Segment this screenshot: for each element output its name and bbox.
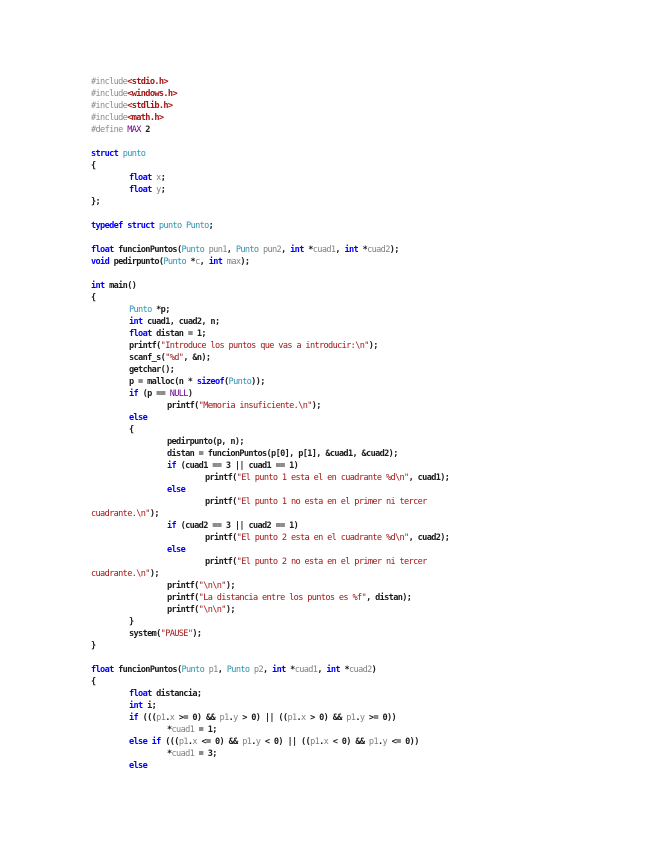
code-line <box>91 508 631 520</box>
code-token: p1 <box>219 713 229 723</box>
code-token: p1 <box>156 713 166 723</box>
code-line <box>91 184 631 196</box>
code-token: sizeof <box>196 377 225 387</box>
code-token: p1 <box>368 737 378 747</box>
code-token: pun1 <box>208 245 227 255</box>
code-line <box>91 400 631 412</box>
code-token: , <box>199 257 209 267</box>
code-line <box>91 160 631 172</box>
code-token: p1 <box>346 713 356 723</box>
code-line <box>91 232 631 244</box>
code-token: printf( <box>205 557 237 567</box>
code-token: . <box>377 737 383 747</box>
code-token: Punto <box>163 257 187 267</box>
code-token: float <box>129 329 152 339</box>
code-token: p1 <box>287 713 297 723</box>
code-token: p2 <box>253 665 263 675</box>
code-token: ; <box>160 173 166 183</box>
code-token: if <box>129 713 139 723</box>
code-token: 2 <box>140 125 150 135</box>
code-token: >= 0)) <box>364 713 397 723</box>
code-token: main() <box>104 281 137 291</box>
code-token: cuad1 <box>294 665 318 675</box>
code-line <box>91 280 631 292</box>
code-token: system( <box>129 629 161 639</box>
code-token: printf( <box>205 473 237 483</box>
code-token: funcionPuntos( <box>113 245 182 255</box>
code-line <box>91 196 631 208</box>
code-line <box>91 352 631 364</box>
code-token: > 0) || (( <box>237 713 288 723</box>
code-token: getchar(); <box>129 365 175 375</box>
code-token: y <box>255 737 261 747</box>
code-token: "%d" <box>165 353 184 363</box>
code-token: } <box>129 617 134 627</box>
code-token: * <box>358 245 368 255</box>
code-token: printf( <box>167 593 199 603</box>
code-token: p1 <box>242 737 252 747</box>
code-token: "PAUSE" <box>160 629 193 639</box>
code-token: if <box>167 521 177 531</box>
code-token: "Introduce los puntos que vas a introducir:\n" <box>160 341 369 351</box>
code-token: ); <box>149 569 159 579</box>
code-line <box>91 376 631 388</box>
code-token: "El punto 2 no esta en el primer ni tercer <box>236 557 427 567</box>
code-token: struct <box>91 149 119 159</box>
code-token: . <box>296 713 302 723</box>
code-line <box>91 544 631 556</box>
code-token: >= 0) && <box>174 713 220 723</box>
code-token: Punto <box>226 665 250 675</box>
code-token: cuad1 <box>171 725 195 735</box>
code-line <box>91 592 631 604</box>
code-line <box>91 700 631 712</box>
code-line <box>91 760 631 772</box>
code-token: "La distancia entre los puntos es %f" <box>198 593 367 603</box>
code-line <box>91 580 631 592</box>
code-token: ); <box>225 605 235 615</box>
code-token: *p; <box>151 305 170 315</box>
code-line <box>91 220 631 232</box>
code-token: , <box>317 665 327 675</box>
code-token: = 1; <box>194 725 217 735</box>
code-token: "El punto 2 esta en el cuadrante %d\n" <box>236 533 409 543</box>
code-token: < 0) || (( <box>260 737 311 747</box>
code-token: <math.h> <box>127 113 164 123</box>
code-token: . <box>355 713 360 723</box>
code-token: , &n); <box>183 353 211 363</box>
code-token: distan = 1; <box>151 329 206 339</box>
code-token: Punto <box>181 665 205 675</box>
code-token: cuad1, cuad2, n; <box>142 317 220 327</box>
code-token: . <box>228 713 234 723</box>
code-token: i; <box>142 701 157 711</box>
code-token: p1 <box>178 737 188 747</box>
code-line <box>91 688 631 700</box>
code-token: #define <box>91 125 128 135</box>
code-token: > 0) && <box>305 713 347 723</box>
code-token: ); <box>311 401 321 411</box>
code-token: Punto <box>129 305 152 315</box>
code-token: x <box>169 713 175 723</box>
code-token: y <box>233 713 238 723</box>
code-token: { <box>91 161 96 171</box>
code-token: #include <box>91 101 128 111</box>
code-token: int <box>272 665 286 675</box>
code-line <box>91 112 631 124</box>
code-token: else <box>129 413 148 423</box>
code-line <box>91 556 631 568</box>
code-token: int <box>129 701 143 711</box>
code-token: , <box>226 245 236 255</box>
code-token: int <box>91 281 105 291</box>
code-token: x <box>323 737 329 747</box>
code-token: ; <box>208 221 214 231</box>
code-line <box>91 664 631 676</box>
code-token: , <box>217 665 227 675</box>
code-token: cuad1 <box>312 245 336 255</box>
code-token: <= 0) && <box>196 737 243 747</box>
code-token: distan = funcionPuntos(p[0], p[1], &cuad1, &cuad2); <box>167 449 398 459</box>
code-line <box>91 124 631 136</box>
code-token: int <box>290 245 304 255</box>
code-token: }; <box>91 197 101 207</box>
code-line <box>91 532 631 544</box>
code-token: < 0) && <box>328 737 369 747</box>
code-token: if <box>167 461 177 471</box>
code-token: "El punto 1 no esta en el primer ni tercer <box>236 497 427 507</box>
code-token: ); <box>240 257 250 267</box>
code-token: "Memoria insuficiente.\n" <box>198 401 312 411</box>
code-line <box>91 292 631 304</box>
code-token: cuadrante.\n" <box>91 509 150 519</box>
code-token: (cuad1 == 3 || cuad1 == 1) <box>176 461 299 471</box>
code-token: ((( <box>138 713 157 723</box>
code-token: . <box>165 713 170 723</box>
code-token: , cuad1); <box>408 473 450 483</box>
code-token: typedef <box>91 221 123 231</box>
code-line <box>91 472 631 484</box>
code-line <box>91 748 631 760</box>
code-token: distancia; <box>151 689 202 699</box>
code-line <box>91 712 631 724</box>
code-token: else <box>129 737 148 747</box>
code-token: pedirpunto(p, n); <box>167 437 244 447</box>
code-token: Punto <box>228 377 252 387</box>
code-token: ); <box>368 341 378 351</box>
code-line <box>91 616 631 628</box>
code-line <box>91 652 631 664</box>
code-line <box>91 88 631 100</box>
code-token: * <box>339 665 350 675</box>
code-line <box>91 256 631 268</box>
code-token: . <box>187 737 193 747</box>
code-token: Punto <box>186 221 209 231</box>
code-token: float <box>91 245 114 255</box>
code-token: ); <box>225 581 235 591</box>
code-token: * <box>167 749 172 759</box>
code-token: float <box>129 689 152 699</box>
code-token: punto <box>122 149 146 159</box>
code-line <box>91 76 631 88</box>
code-token: MAX <box>127 125 141 135</box>
code-token: p1 <box>310 737 320 747</box>
code-token: , cuad2); <box>408 533 450 543</box>
code-token: scanf_s( <box>129 353 166 363</box>
code-token: void <box>91 257 110 267</box>
code-token: printf( <box>205 533 237 543</box>
code-token: * <box>285 665 295 675</box>
code-token: { <box>91 293 96 303</box>
code-token: float <box>129 173 152 183</box>
code-token: c <box>195 257 200 267</box>
code-token: punto <box>158 221 182 231</box>
code-line <box>91 316 631 328</box>
code-token: * <box>167 725 172 735</box>
code-line <box>91 724 631 736</box>
code-token: #include <box>91 113 128 123</box>
code-token: , <box>335 245 345 255</box>
code-line <box>91 436 631 448</box>
code-token: printf( <box>205 497 237 507</box>
code-token: { <box>129 425 134 435</box>
code-listing <box>91 76 631 772</box>
code-line <box>91 328 631 340</box>
code-line <box>91 448 631 460</box>
code-line <box>91 676 631 688</box>
code-token: "\n\n" <box>198 605 226 615</box>
code-line <box>91 412 631 424</box>
code-token: ); <box>149 509 159 519</box>
code-token: ) <box>371 665 377 675</box>
code-token: = 3; <box>194 749 217 759</box>
code-token: p1 <box>208 665 218 675</box>
code-line <box>91 628 631 640</box>
code-token: <stdlib.h> <box>127 101 173 111</box>
code-token: ((( <box>160 737 179 747</box>
code-token: else <box>167 485 186 495</box>
code-token: x <box>192 737 197 747</box>
code-token: printf( <box>167 605 199 615</box>
code-line <box>91 100 631 112</box>
code-token: . <box>251 737 256 747</box>
code-token: , <box>281 245 291 255</box>
code-token: ); <box>192 629 202 639</box>
code-token: "\n\n" <box>198 581 226 591</box>
code-line <box>91 364 631 376</box>
code-line <box>91 736 631 748</box>
code-token: (p == <box>138 389 170 399</box>
code-token: <stdio.h> <box>127 77 168 87</box>
code-token: x <box>301 713 306 723</box>
code-token: funcionPuntos( <box>113 665 182 675</box>
code-token: float <box>129 185 152 195</box>
code-token: ) <box>187 389 193 399</box>
code-token: Punto <box>181 245 205 255</box>
code-line <box>91 484 631 496</box>
code-line <box>91 340 631 352</box>
code-token: int <box>208 257 223 267</box>
code-line <box>91 520 631 532</box>
code-line <box>91 172 631 184</box>
code-token: float <box>91 665 114 675</box>
code-line <box>91 388 631 400</box>
code-line <box>91 460 631 472</box>
code-token: NULL <box>169 389 188 399</box>
code-token: printf( <box>167 401 199 411</box>
code-token: "El punto 1 esta el en cuadrante %d\n" <box>236 473 409 483</box>
code-token: * <box>186 257 196 267</box>
code-line <box>91 208 631 220</box>
code-token: if <box>151 737 161 747</box>
code-token: (cuad2 == 3 || cuad2 == 1) <box>176 521 299 531</box>
code-token: x <box>156 173 161 183</box>
code-token: , distan); <box>366 593 412 603</box>
code-token: } <box>91 641 96 651</box>
code-token: )); <box>251 377 265 387</box>
code-token: y <box>382 737 388 747</box>
code-token: cuad2 <box>349 665 372 675</box>
code-token: , <box>262 665 273 675</box>
code-token: * <box>303 245 313 255</box>
code-token: . <box>319 737 324 747</box>
code-token: int <box>344 245 359 255</box>
code-token: #include <box>91 89 128 99</box>
code-token: cuadrante.\n" <box>91 569 150 579</box>
code-token: pedirpunto( <box>109 257 164 267</box>
code-token: printf( <box>167 581 199 591</box>
code-token: ; <box>160 185 166 195</box>
code-line <box>91 424 631 436</box>
code-line <box>91 244 631 256</box>
code-token: p = malloc(n * <box>129 377 197 387</box>
code-token: max <box>226 257 241 267</box>
code-line <box>91 604 631 616</box>
code-token: <windows.h> <box>127 89 177 99</box>
code-token: Punto <box>235 245 259 255</box>
code-token: #include <box>91 77 128 87</box>
code-token: else <box>129 761 148 771</box>
code-line <box>91 136 631 148</box>
code-token: y <box>156 185 161 195</box>
code-token: if <box>129 389 139 399</box>
code-line <box>91 268 631 280</box>
code-line <box>91 568 631 580</box>
code-token: <= 0)) <box>387 737 419 747</box>
code-token: cuad1 <box>171 749 195 759</box>
code-token: ); <box>389 245 399 255</box>
code-token: cuad2 <box>367 245 390 255</box>
code-token: { <box>91 677 96 687</box>
code-line <box>91 640 631 652</box>
code-token: int <box>129 317 143 327</box>
code-token: ( <box>224 377 229 387</box>
code-line <box>91 496 631 508</box>
code-line <box>91 148 631 160</box>
code-token: else <box>167 545 186 555</box>
code-token: struct <box>127 221 155 231</box>
code-token: pun2 <box>262 245 282 255</box>
code-token: int <box>326 665 340 675</box>
code-line <box>91 304 631 316</box>
code-token: y <box>359 713 365 723</box>
code-token: printf( <box>129 341 161 351</box>
